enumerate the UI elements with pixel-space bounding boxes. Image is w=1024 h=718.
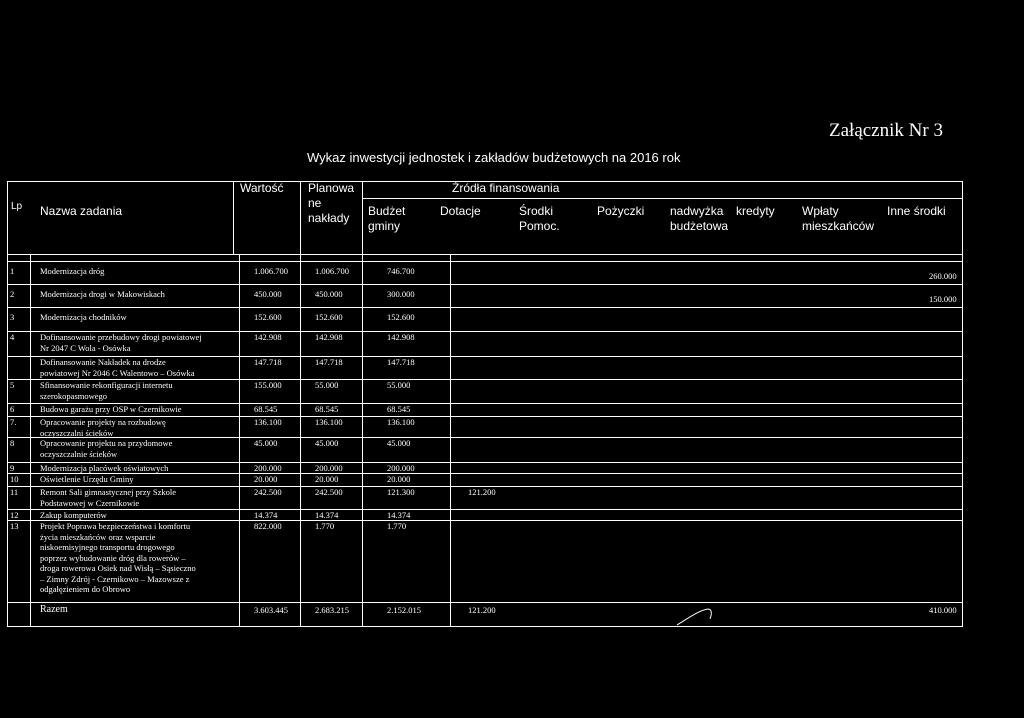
row-planned: 147.718 bbox=[315, 357, 343, 367]
row-name: Nr 2047 C Wola - Osówka bbox=[40, 342, 131, 353]
row-lp: 4 bbox=[10, 332, 15, 342]
row-value: 1.006.700 bbox=[254, 266, 288, 276]
row-value: 450.000 bbox=[254, 289, 282, 299]
row-name: Sfinansowanie rekonfiguracji internetu bbox=[40, 380, 173, 390]
table-left-rule bbox=[7, 181, 8, 627]
row-planned: 152.600 bbox=[315, 312, 343, 322]
row-budget: 147.718 bbox=[387, 357, 415, 367]
row-planned: 142.908 bbox=[315, 332, 343, 342]
row-value: 14.374 bbox=[254, 510, 278, 520]
row-name: Projekt Poprawa bezpieczeństwa i komfortu bbox=[40, 521, 191, 531]
row-name: powiatowej Nr 2046 C Walentowo – Osówka bbox=[40, 367, 195, 378]
header-name: Nazwa zadania bbox=[40, 204, 123, 218]
row-rule bbox=[7, 307, 962, 308]
row-value: 200.000 bbox=[254, 463, 282, 473]
row-budget: 200.000 bbox=[387, 463, 415, 473]
row-planned: 242.500 bbox=[315, 487, 343, 497]
row-value: 20.000 bbox=[254, 474, 278, 484]
row-name: droga rowerowa Osiek nad Wisłą – Sąsieczno bbox=[40, 563, 196, 573]
row-budget: 121.300 bbox=[387, 487, 415, 497]
row-name: Budowa garażu przy OSP w Czernikowie bbox=[40, 404, 182, 414]
row-name: Remont Sali gimnastycznej przy Szkole bbox=[40, 487, 176, 497]
row-budget: 55.000 bbox=[387, 380, 411, 390]
sources-underline bbox=[362, 198, 962, 199]
header-planned: Planowa bbox=[308, 181, 355, 195]
row-budget: 746.700 bbox=[387, 266, 415, 276]
row-planned: 200.000 bbox=[315, 463, 343, 473]
row-lp: 12 bbox=[10, 510, 19, 520]
row-budget: 1.770 bbox=[387, 521, 407, 531]
row-name: życia mieszkańców oraz wsparcie bbox=[40, 531, 156, 542]
row-other: 260.000 bbox=[929, 271, 957, 281]
row-budget: 20.000 bbox=[387, 474, 411, 484]
total-budget: 2.152.015 bbox=[387, 605, 421, 615]
row-value: 155.000 bbox=[254, 380, 282, 390]
row-loans: 121.200 bbox=[468, 487, 496, 497]
row-rule bbox=[7, 473, 962, 474]
row-name: Modernizacja chodników bbox=[40, 312, 127, 322]
row-name: poprzez wybudowanie dróg dla rowerów – bbox=[40, 552, 186, 563]
col-rule bbox=[30, 255, 31, 626]
header-residents: mieszkańców bbox=[802, 219, 875, 233]
row-name: Modernizacja placówek oświatowych bbox=[40, 463, 169, 473]
row-value: 136.100 bbox=[254, 417, 282, 427]
table-right-rule bbox=[962, 181, 963, 627]
row-lp: 3 bbox=[10, 312, 15, 322]
total-other: 410.000 bbox=[929, 605, 957, 615]
row-lp: 11 bbox=[10, 487, 19, 497]
col-rule bbox=[362, 181, 363, 255]
header-aid: Pomoc. bbox=[519, 219, 560, 233]
row-name: niskoemisyjnego transportu drogowego bbox=[40, 542, 175, 552]
row-name: szerokopasmowego bbox=[40, 390, 108, 401]
row-budget: 300.000 bbox=[387, 289, 415, 299]
col-rule bbox=[300, 255, 301, 626]
header-residents: Wpłaty bbox=[802, 204, 839, 218]
row-lp: 1 bbox=[10, 266, 15, 276]
row-value: 147.718 bbox=[254, 357, 282, 367]
row-name: Opracowanie projekty na rozbudowę bbox=[40, 417, 166, 427]
row-planned: 55.000 bbox=[315, 380, 339, 390]
row-planned: 14.374 bbox=[315, 510, 339, 520]
col-rule bbox=[362, 255, 363, 626]
row-planned: 20.000 bbox=[315, 474, 339, 484]
row-lp: 2 bbox=[10, 289, 15, 299]
header-surplus: budżetowa bbox=[670, 219, 729, 233]
total-value: 3.603.445 bbox=[254, 605, 288, 615]
header-loans: Pożyczki bbox=[597, 204, 645, 218]
row-name: Dofinansowanie Nakładek na drodze bbox=[40, 357, 166, 367]
col-rule bbox=[239, 255, 240, 626]
header-budget: gminy bbox=[368, 219, 401, 233]
row-name: Modernizacja drogi w Makowiskach bbox=[40, 289, 165, 299]
header-sources: Źródła finansowania bbox=[452, 181, 560, 195]
row-budget: 14.374 bbox=[387, 510, 411, 520]
row-lp: 8 bbox=[10, 438, 15, 448]
row-name: Opracowanie projektu na przydomowe bbox=[40, 438, 173, 448]
row-lp: 5 bbox=[10, 380, 15, 390]
row-lp: 6 bbox=[10, 404, 15, 414]
total-label: Razem bbox=[40, 604, 68, 615]
row-budget: 152.600 bbox=[387, 312, 415, 322]
row-budget: 136.100 bbox=[387, 417, 415, 427]
header-planned: ne bbox=[308, 196, 322, 210]
header-aid: Środki bbox=[519, 204, 554, 218]
row-value: 45.000 bbox=[254, 438, 278, 448]
header-lp: Lp bbox=[11, 201, 23, 212]
row-lp: 13 bbox=[10, 521, 19, 531]
row-name: Oświetlenie Urzędu Gminy bbox=[40, 474, 134, 484]
row-lp: 9 bbox=[10, 463, 15, 473]
row-planned: 450.000 bbox=[315, 289, 343, 299]
row-value: 152.600 bbox=[254, 312, 282, 322]
row-budget: 142.908 bbox=[387, 332, 415, 342]
header-credits: kredyty bbox=[736, 204, 775, 218]
total-planned: 2.683.215 bbox=[315, 605, 349, 615]
row-name: Zakup komputerów bbox=[40, 510, 107, 520]
header-bottom-rule bbox=[7, 254, 962, 255]
row-value: 822.000 bbox=[254, 521, 282, 531]
header-value: Wartość bbox=[240, 181, 284, 195]
annex-number: Załącznik Nr 3 bbox=[829, 120, 943, 141]
document-title: Wykaz inwestycji jednostek i zakładów budżetowych na 2016 rok bbox=[307, 150, 681, 165]
row-name: odgałęzieniem do Obrowo bbox=[40, 584, 131, 594]
row-budget: 45.000 bbox=[387, 438, 411, 448]
row-other: 150.000 bbox=[929, 294, 957, 304]
total-top-rule bbox=[7, 602, 962, 603]
row-planned: 1.770 bbox=[315, 521, 335, 531]
row-lp: 7. bbox=[10, 417, 17, 427]
col-rule bbox=[233, 181, 234, 255]
row-rule bbox=[7, 261, 962, 262]
header-surplus: nadwyżka bbox=[670, 204, 724, 218]
row-name: Modernizacja dróg bbox=[40, 266, 105, 276]
row-name: Dofinansowanie przebudowy drogi powiatowej bbox=[40, 332, 202, 342]
header-grants: Dotacje bbox=[440, 204, 481, 218]
row-name: oczyszczalni ścieków bbox=[40, 427, 114, 438]
header-planned: nakłady bbox=[308, 211, 350, 225]
col-rule bbox=[450, 255, 451, 626]
total-loans: 121.200 bbox=[468, 605, 496, 615]
row-value: 242.500 bbox=[254, 487, 282, 497]
col-rule bbox=[300, 181, 301, 255]
row-lp: 10 bbox=[10, 474, 19, 484]
row-planned: 136.100 bbox=[315, 417, 343, 427]
row-name: oczyszczalnie ścieków bbox=[40, 448, 118, 459]
row-name: – Zimny Zdrój - Czernikowo – Mazowsze z bbox=[40, 573, 190, 584]
row-rule bbox=[7, 509, 962, 510]
header-other: Inne środki bbox=[887, 204, 946, 218]
row-planned: 68.545 bbox=[315, 404, 339, 414]
row-budget: 68.545 bbox=[387, 404, 411, 414]
row-planned: 1.006.700 bbox=[315, 266, 349, 276]
row-name: Podstawowej w Czernikowie bbox=[40, 497, 140, 508]
row-rule bbox=[7, 284, 962, 285]
row-value: 68.545 bbox=[254, 404, 278, 414]
table-bottom-rule bbox=[7, 626, 962, 627]
header-budget: Budżet bbox=[368, 204, 406, 218]
row-planned: 45.000 bbox=[315, 438, 339, 448]
row-value: 142.908 bbox=[254, 332, 282, 342]
